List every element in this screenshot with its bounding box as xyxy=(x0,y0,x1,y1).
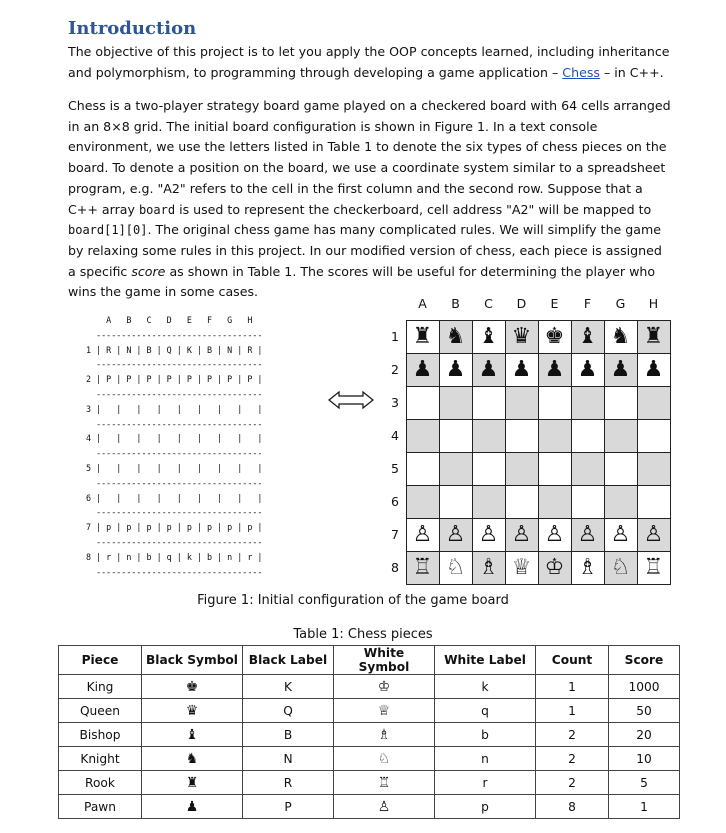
board-cell xyxy=(538,353,571,386)
table-header-cell: Piece xyxy=(59,646,142,675)
board-cell xyxy=(439,386,472,419)
table-row xyxy=(59,675,680,699)
piece-symbol-icon: ♟ xyxy=(142,795,243,819)
code-board-index: board[1][0] xyxy=(68,223,148,238)
board-cell xyxy=(637,518,670,551)
grid-line xyxy=(604,320,605,585)
chess-piece-icon: ♗ xyxy=(577,554,598,580)
board-cell xyxy=(637,485,670,518)
board-row-label: 3 xyxy=(391,395,399,410)
board-col-label: A xyxy=(418,296,427,311)
board-cell xyxy=(439,551,472,584)
board-cell xyxy=(406,518,439,551)
table-cell: Knight xyxy=(59,747,142,771)
table-cell: Pawn xyxy=(59,795,142,819)
piece-symbol-icon: ♜ xyxy=(142,771,243,795)
piece-symbol-icon: ♔ xyxy=(334,675,435,699)
board-cell xyxy=(505,419,538,452)
table-cell: 5 xyxy=(609,771,680,795)
chess-piece-icon: ♟ xyxy=(643,356,664,382)
board-cell xyxy=(604,518,637,551)
board-cell xyxy=(571,419,604,452)
table-cell: 1 xyxy=(536,699,609,723)
chess-piece-icon: ♖ xyxy=(643,554,664,580)
board-cell xyxy=(538,320,571,353)
pieces-table xyxy=(58,645,680,819)
chess-piece-icon: ♙ xyxy=(511,521,532,547)
board-col-label: H xyxy=(648,296,659,311)
board-col-label: B xyxy=(451,296,460,311)
board-cell xyxy=(637,320,670,353)
board-cell xyxy=(439,452,472,485)
piece-symbol-icon: ♘ xyxy=(334,747,435,771)
board-cell xyxy=(505,353,538,386)
chess-piece-icon: ♞ xyxy=(610,323,631,349)
chess-piece-icon: ♟ xyxy=(478,356,499,382)
board-cell xyxy=(406,386,439,419)
chess-piece-icon: ♙ xyxy=(643,521,664,547)
board-cell xyxy=(472,518,505,551)
piece-symbol-icon: ♞ xyxy=(142,747,243,771)
grid-line xyxy=(670,320,671,585)
chess-piece-icon: ♟ xyxy=(577,356,598,382)
table-header-row xyxy=(59,646,680,675)
description-paragraph xyxy=(68,96,672,303)
intro-paragraph xyxy=(68,42,672,83)
table-cell: 1 xyxy=(609,795,680,819)
grid-line xyxy=(406,551,671,552)
table-cell: 1000 xyxy=(609,675,680,699)
board-cell xyxy=(637,551,670,584)
table-cell: 8 xyxy=(536,795,609,819)
table-cell: b xyxy=(435,723,536,747)
board-cell xyxy=(505,485,538,518)
board-cell xyxy=(406,353,439,386)
table-row xyxy=(59,699,680,723)
chess-piece-icon: ♘ xyxy=(445,554,466,580)
board-cell xyxy=(439,353,472,386)
grid-line xyxy=(571,320,572,585)
board-cell xyxy=(505,551,538,584)
table-cell: 2 xyxy=(536,723,609,747)
desc-text-1: Chess is a two-player strategy board game played on a checkered board with 64 cells arranged in an 8×8 grid. The initial board configuration is shown in Figure 1. In a text console environment, we use the letters listed in Table 1 to denote the six types of chess pieces on the board. To denote a position on the board, we use a coordinate system similar to a spreadsheet program, e.g. "A2" refers to the cell in the first column and the second row. Suppose that a C++ array xyxy=(68,98,671,217)
board-cell xyxy=(637,386,670,419)
board-cell xyxy=(538,452,571,485)
board-col-label: E xyxy=(550,296,559,311)
piece-symbol-icon: ♕ xyxy=(334,699,435,723)
chess-piece-icon: ♙ xyxy=(544,521,565,547)
piece-symbol-icon: ♗ xyxy=(334,723,435,747)
board-cell xyxy=(439,419,472,452)
board-cell xyxy=(406,320,439,353)
table-cell: R xyxy=(243,771,334,795)
board-cell xyxy=(571,485,604,518)
board-cell xyxy=(538,419,571,452)
table-cell: r xyxy=(435,771,536,795)
table-cell: Bishop xyxy=(59,723,142,747)
board-row-label: 4 xyxy=(391,428,399,443)
chess-piece-icon: ♙ xyxy=(445,521,466,547)
board-col-label: D xyxy=(516,296,527,311)
grid-line xyxy=(406,584,671,585)
chess-piece-icon: ♔ xyxy=(544,554,565,580)
board-cell xyxy=(538,386,571,419)
table-header-cell: Black Label xyxy=(243,646,334,675)
table-cell: 50 xyxy=(609,699,680,723)
board-cell xyxy=(637,353,670,386)
table-header-cell: Black Symbol xyxy=(142,646,243,675)
board-cell xyxy=(604,485,637,518)
board-cell xyxy=(571,353,604,386)
board-cell xyxy=(604,353,637,386)
table-cell: p xyxy=(435,795,536,819)
table-row xyxy=(59,795,680,819)
board-cell xyxy=(571,386,604,419)
table-cell: Queen xyxy=(59,699,142,723)
board-cell xyxy=(406,551,439,584)
section-heading: Introduction xyxy=(68,18,197,39)
board-cell xyxy=(472,386,505,419)
board-cell xyxy=(439,320,472,353)
board-cell xyxy=(472,320,505,353)
table-row xyxy=(59,771,680,795)
board-col-label: F xyxy=(583,296,592,311)
table-header-cell: White Label xyxy=(435,646,536,675)
board-row-label: 8 xyxy=(391,560,399,575)
board-cell xyxy=(505,386,538,419)
chess-piece-icon: ♙ xyxy=(610,521,631,547)
chess-piece-icon: ♘ xyxy=(610,554,631,580)
chess-piece-icon: ♟ xyxy=(445,356,466,382)
board-cell xyxy=(406,419,439,452)
chess-piece-icon: ♝ xyxy=(577,323,598,349)
piece-symbol-icon: ♝ xyxy=(142,723,243,747)
board-col-label: G xyxy=(615,296,626,311)
board-cell xyxy=(406,485,439,518)
board-cell xyxy=(604,551,637,584)
board-row-label: 6 xyxy=(391,494,399,509)
double-arrow-icon xyxy=(327,390,375,410)
board-cell xyxy=(604,386,637,419)
piece-symbol-icon: ♙ xyxy=(334,795,435,819)
piece-symbol-icon: ♚ xyxy=(142,675,243,699)
board-col-label: C xyxy=(484,296,493,311)
desc-text-4: as shown in Table 1. The scores will be useful for determining the player who wins the game in some cases. xyxy=(68,263,656,300)
board-cell xyxy=(505,518,538,551)
intro-text-start: The objective of this project is to let you apply the OOP concepts learned, including inheritance and polymorphism, to programming through developing a game application – xyxy=(68,44,670,80)
chess-piece-icon: ♚ xyxy=(544,323,565,349)
board-cell xyxy=(439,485,472,518)
table-cell: P xyxy=(243,795,334,819)
board-cell xyxy=(604,452,637,485)
chess-link[interactable]: Chess xyxy=(562,64,600,80)
table-header-cell: White Symbol xyxy=(334,646,435,675)
table-cell: Rook xyxy=(59,771,142,795)
chess-piece-icon: ♙ xyxy=(478,521,499,547)
table-header-cell: Count xyxy=(536,646,609,675)
desc-text-3: . The original chess game has many complicated rules. We will simplify the game by relaxing some rules in this project. In our modified version of chess, each piece is assigned a specific xyxy=(68,222,662,279)
grid-line xyxy=(406,518,671,519)
chess-piece-icon: ♙ xyxy=(412,521,433,547)
figure-caption: Figure 1: Initial configuration of the game board xyxy=(197,593,509,608)
board-cell xyxy=(637,452,670,485)
board-cell xyxy=(538,518,571,551)
table-caption: Table 1: Chess pieces xyxy=(293,627,433,642)
board-cell xyxy=(472,551,505,584)
ascii-board: A B C D E F G H --------------------------------- 1 | R | N | B | Q | K | B | N | R | --------------------------------- 2 | P | P | P | P | P | P | P | P | --------------------------------- 3 | | | | | | | | | --------------------------------- 4 | | | | | | | | | --------------------------------- 5 | | | | | | | | | --------------------------------- 6 | | | | | | | | | --------------------------------- 7 | p | p | p | p | p | p | p | p | --------------------------------- 8 | r | n | b | q | k | b | n | r | --------------------------------- xyxy=(86,315,263,577)
board-cell xyxy=(571,551,604,584)
chess-piece-icon: ♟ xyxy=(511,356,532,382)
board-row-label: 5 xyxy=(391,461,399,476)
chess-piece-icon: ♛ xyxy=(511,323,532,349)
chess-piece-icon: ♕ xyxy=(511,554,532,580)
table-cell: B xyxy=(243,723,334,747)
board-cell xyxy=(472,419,505,452)
grid-line xyxy=(406,485,671,486)
table-cell: 2 xyxy=(536,771,609,795)
board-cell xyxy=(472,452,505,485)
table-cell: 10 xyxy=(609,747,680,771)
table-cell: 20 xyxy=(609,723,680,747)
piece-symbol-icon: ♖ xyxy=(334,771,435,795)
desc-text-2: is used to represent the checkerboard, cell address "A2" will be mapped to xyxy=(175,201,652,217)
board-cell xyxy=(538,485,571,518)
table-cell: 2 xyxy=(536,747,609,771)
chess-piece-icon: ♞ xyxy=(445,323,466,349)
piece-symbol-icon: ♛ xyxy=(142,699,243,723)
board-row-label: 7 xyxy=(391,527,399,542)
grid-line xyxy=(538,320,539,585)
chess-piece-icon: ♜ xyxy=(412,323,433,349)
score-emphasis: score xyxy=(131,263,166,279)
table-cell: Q xyxy=(243,699,334,723)
grid-line xyxy=(637,320,638,585)
table-cell: King xyxy=(59,675,142,699)
table-cell: 1 xyxy=(536,675,609,699)
board-cell xyxy=(571,452,604,485)
chess-piece-icon: ♙ xyxy=(577,521,598,547)
table-cell: K xyxy=(243,675,334,699)
table-row xyxy=(59,723,680,747)
board-cell xyxy=(472,353,505,386)
board-cell xyxy=(505,452,538,485)
table-cell: N xyxy=(243,747,334,771)
table-row xyxy=(59,747,680,771)
table-cell: q xyxy=(435,699,536,723)
table-header-cell: Score xyxy=(609,646,680,675)
board-cell xyxy=(637,419,670,452)
chess-piece-icon: ♟ xyxy=(412,356,433,382)
board-row-label: 2 xyxy=(391,362,399,377)
chess-piece-icon: ♜ xyxy=(643,323,664,349)
board-cell xyxy=(538,551,571,584)
board-cell xyxy=(604,320,637,353)
chess-piece-icon: ♖ xyxy=(412,554,433,580)
board-cell xyxy=(439,518,472,551)
chess-piece-icon: ♟ xyxy=(544,356,565,382)
table-cell: n xyxy=(435,747,536,771)
board-cell xyxy=(571,320,604,353)
chess-piece-icon: ♝ xyxy=(478,323,499,349)
board-cell xyxy=(604,419,637,452)
board-cell xyxy=(505,320,538,353)
chess-piece-icon: ♟ xyxy=(610,356,631,382)
board-cell xyxy=(571,518,604,551)
board-row-label: 1 xyxy=(391,329,399,344)
board-cell xyxy=(472,485,505,518)
chess-piece-icon: ♗ xyxy=(478,554,499,580)
code-board: board xyxy=(138,202,176,217)
board-cell xyxy=(406,452,439,485)
table-cell: k xyxy=(435,675,536,699)
intro-text-end: – in C++. xyxy=(599,64,664,80)
